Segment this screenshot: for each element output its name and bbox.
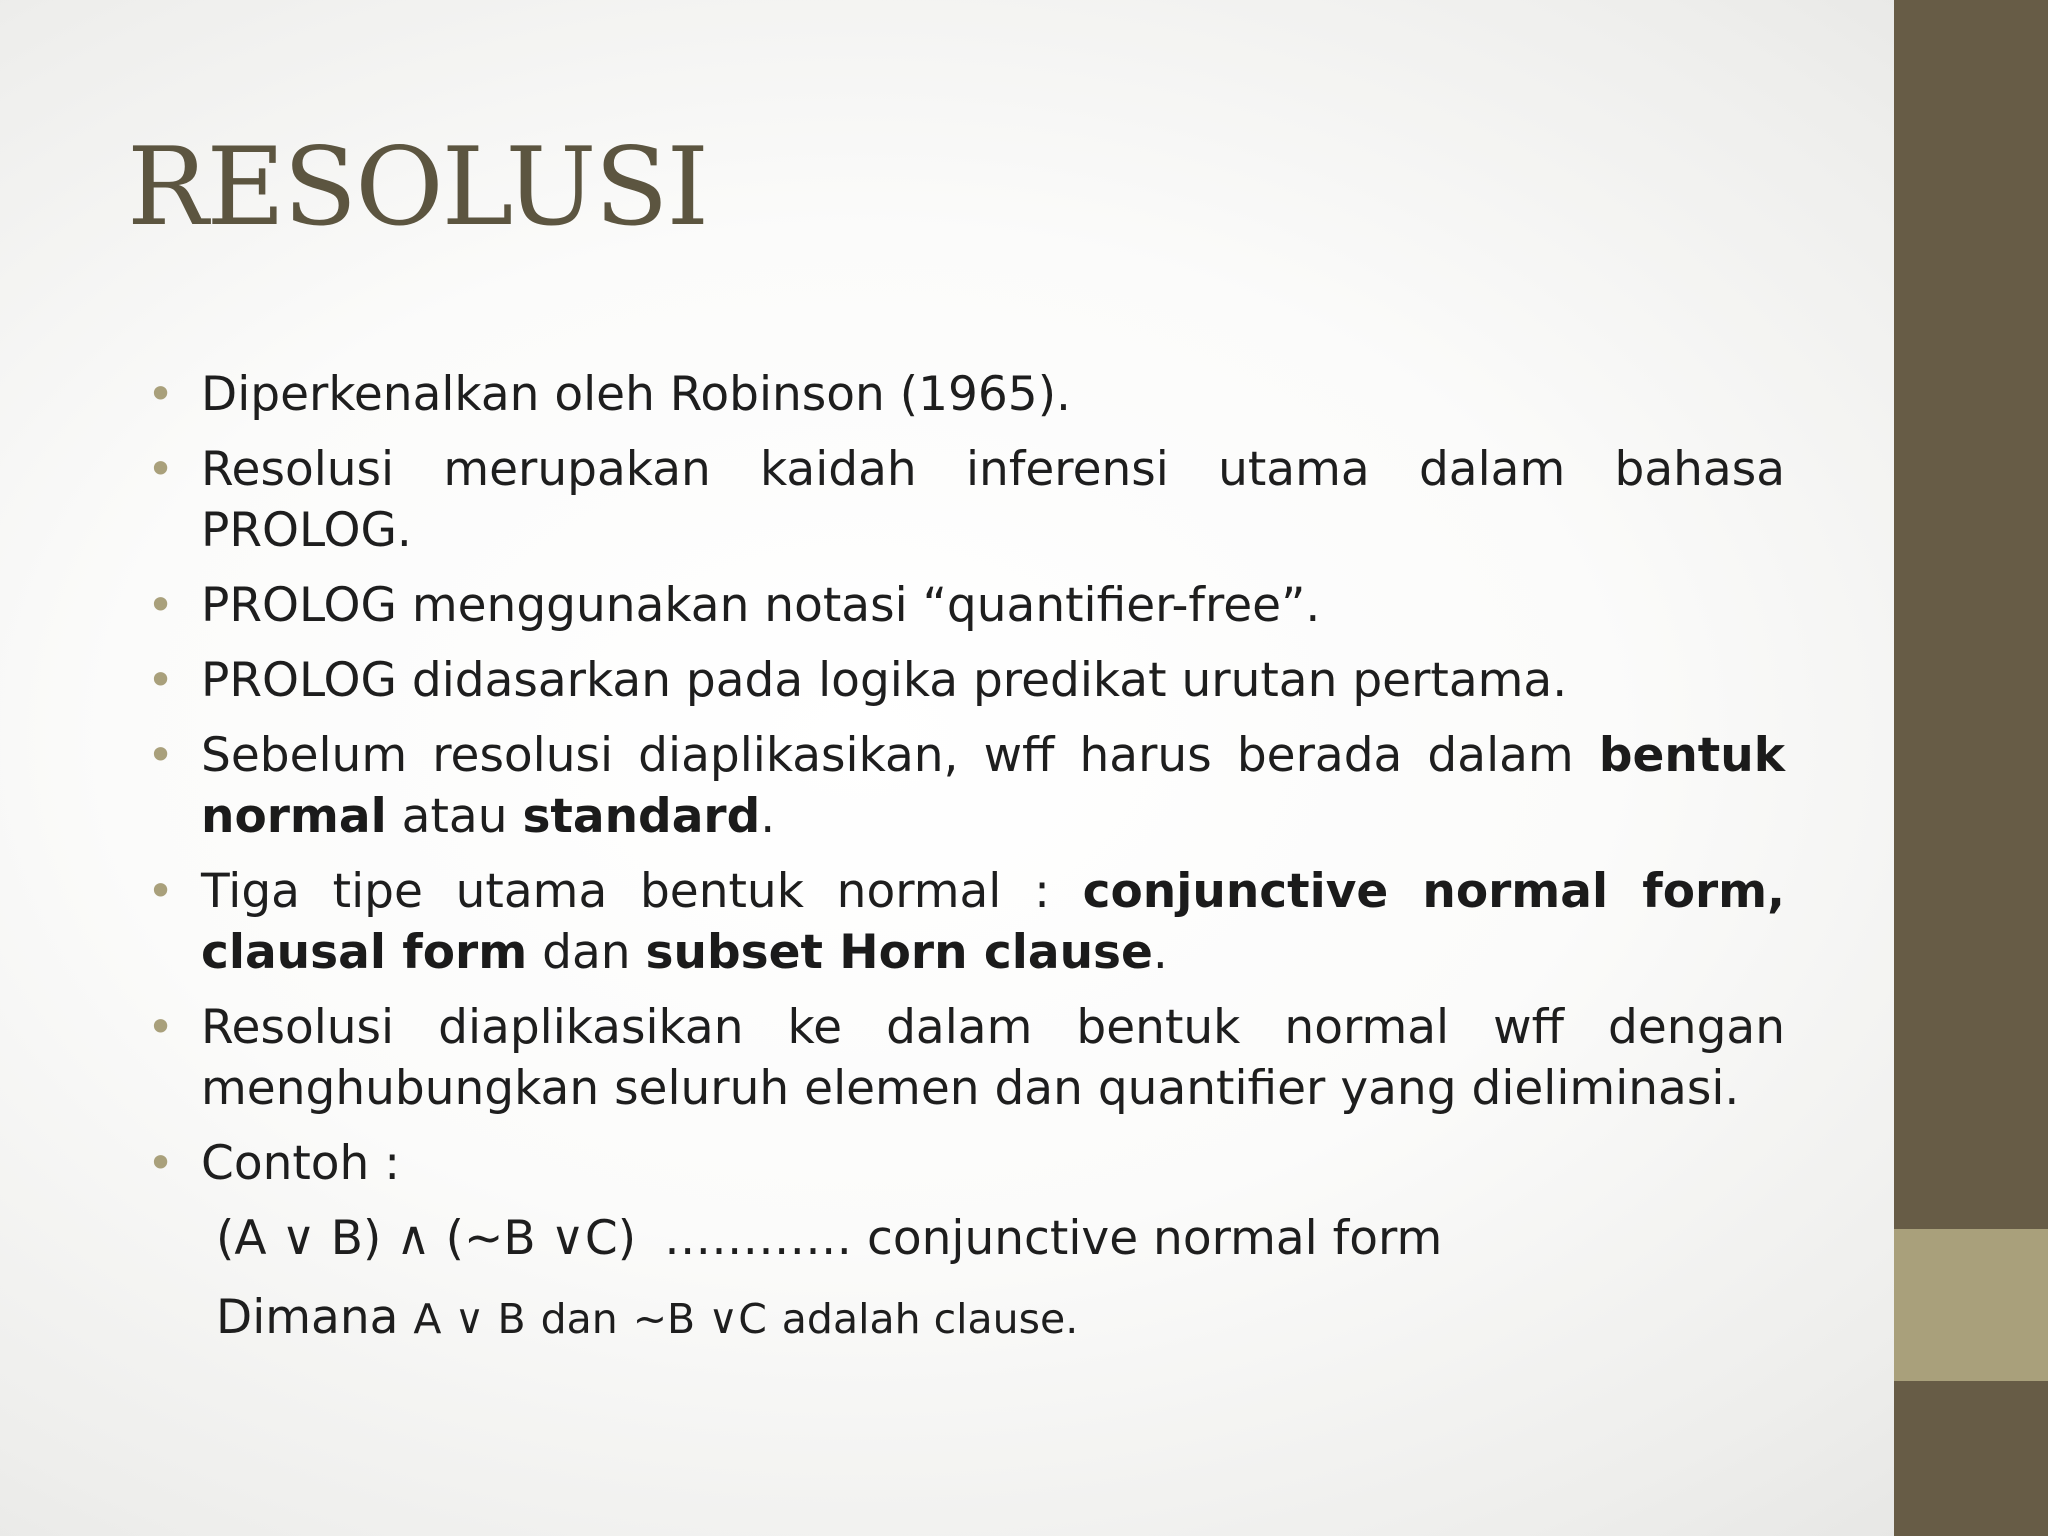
bullet-text: Resolusi diaplikasikan ke dalam bentuk normal wff dengan menghubungkan seluruh elemen dan quantifier yang dieliminasi.: [201, 1000, 1785, 1116]
bold-term: conjunctive normal form, clausal form: [201, 864, 1785, 980]
bullet-item: [145, 725, 1785, 847]
clause-1: A ∨ B: [413, 1295, 526, 1343]
bullet-text: dan: [527, 925, 646, 980]
bullet-text: Tiga tipe utama bentuk normal :: [201, 864, 1083, 919]
sidebar-accent-block: [1894, 1229, 2048, 1381]
bullet-text: atau: [386, 789, 523, 844]
bullet-item: [145, 575, 1785, 636]
adalah-label: adalah clause.: [781, 1295, 1079, 1343]
bullet-list: [145, 364, 1785, 1194]
bullet-item: [145, 650, 1785, 711]
bullet-item: [145, 861, 1785, 983]
bullet-text: PROLOG menggunakan notasi “quantifier-free”.: [201, 578, 1321, 633]
bullet-text: PROLOG didasarkan pada logika predikat urutan pertama.: [201, 653, 1568, 708]
bullet-text: Sebelum resolusi diaplikasikan, wff harus berada dalam: [201, 728, 1599, 783]
bullet-text: .: [760, 789, 776, 844]
formula: (A ∨ B) ∧ (~B ∨C): [216, 1211, 637, 1266]
slide-content: [145, 364, 1785, 1350]
bullet-item: [145, 439, 1785, 561]
bold-term: standard: [522, 789, 761, 844]
bullet-text: Resolusi merupakan kaidah inferensi utama dalam bahasa PROLOG.: [201, 442, 1785, 558]
bullet-text: Diperkenalkan oleh Robinson (1965).: [201, 367, 1071, 422]
bullet-text: .: [1152, 925, 1168, 980]
example-clause-line: [145, 1287, 1785, 1350]
clause-2: ~B ∨C: [632, 1295, 767, 1343]
bold-term: subset Horn clause: [645, 925, 1153, 980]
bullet-item: [145, 364, 1785, 425]
formula-description: ………… conjunctive normal form: [664, 1211, 1443, 1266]
example-formula-line: [145, 1208, 1785, 1269]
slide-title: RESOLUSI: [127, 125, 708, 250]
bold-term: bentuk normal: [201, 728, 1785, 844]
bullet-item: [145, 1133, 1785, 1194]
dan-label: dan: [540, 1295, 618, 1343]
dimana-label: Dimana: [216, 1290, 399, 1345]
bullet-text: Contoh :: [201, 1136, 401, 1191]
bullet-item: [145, 997, 1785, 1119]
